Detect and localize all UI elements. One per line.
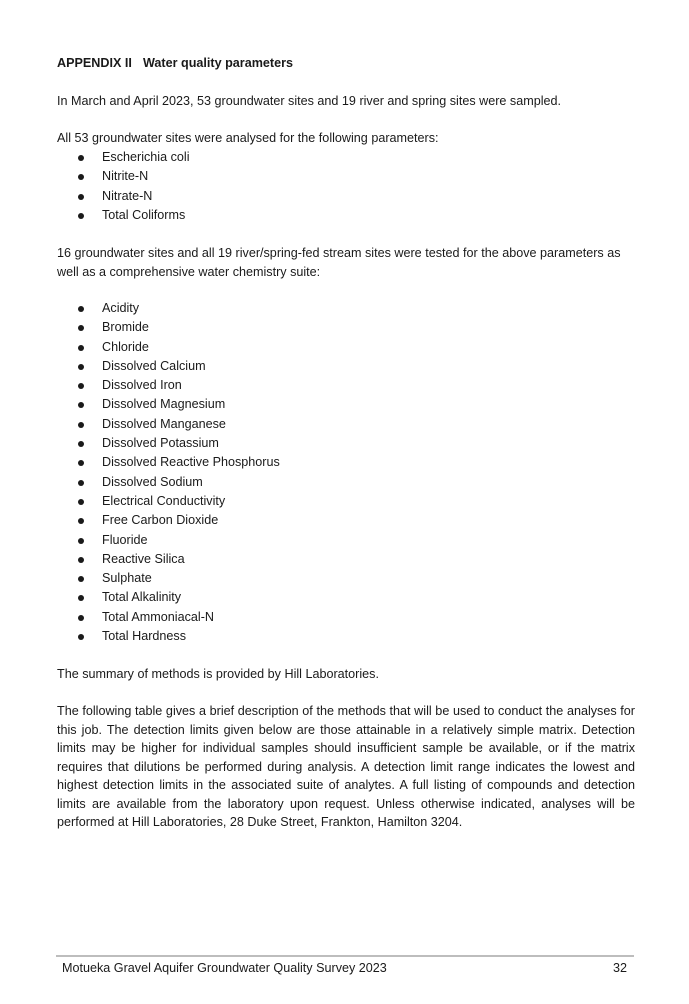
bullet-icon <box>78 345 84 351</box>
bullet-icon <box>78 155 84 161</box>
bullet-icon <box>78 518 84 524</box>
bullet-icon <box>78 499 84 505</box>
bullet-icon <box>78 383 84 389</box>
list-item: Chloride <box>57 338 280 357</box>
bullet-icon <box>78 480 84 486</box>
appendix-label: APPENDIX II <box>57 56 132 70</box>
bullet-icon <box>78 213 84 219</box>
bullet-icon <box>78 306 84 312</box>
methods-note: The summary of methods is provided by Hill Laboratories. <box>57 667 379 681</box>
list-item: Dissolved Sodium <box>57 473 280 492</box>
list-item: Acidity <box>57 299 280 318</box>
bullet-icon <box>78 174 84 180</box>
list-item: Dissolved Reactive Phosphorus <box>57 453 280 472</box>
list-item: Total Ammoniacal-N <box>57 608 280 627</box>
bullet-icon <box>78 325 84 331</box>
bullet-icon <box>78 402 84 408</box>
bullet-icon <box>78 364 84 370</box>
list-item: Electrical Conductivity <box>57 492 280 511</box>
list-item: Nitrite-N <box>57 167 190 186</box>
bullet-icon <box>78 615 84 621</box>
groundwater-parameter-list <box>57 148 190 225</box>
bullet-icon <box>78 194 84 200</box>
bullet-icon <box>78 441 84 447</box>
bullet-icon <box>78 595 84 601</box>
list-item: Free Carbon Dioxide <box>57 511 280 530</box>
methods-description: The following table gives a brief description of the methods that will be used to conduct the analyses for this job. The detection limits given below are those attainable in a relatively simple matrix. Detection limits may be higher for individual samples should insufficient sample be available, or if the matrix requires that dilutions be performed during analysis. A detection limit range indicates the lowest and highest detection limits in the associated suite of analytes. A full listing of compounds and detection limits are available from the laboratory upon request. Unless otherwise indicated, analyses will be performed at Hill Laboratories, 28 Duke Street, Frankton, Hamilton 3204. <box>57 704 635 829</box>
appendix-title: Water quality parameters <box>143 56 294 70</box>
list-item: Dissolved Magnesium <box>57 395 280 414</box>
bullet-icon <box>78 557 84 563</box>
appendix-heading <box>57 56 293 70</box>
page-number: 32 <box>612 961 627 975</box>
groundwater-intro: All 53 groundwater sites were analysed for the following parameters: <box>57 131 439 145</box>
bullet-icon <box>78 634 84 640</box>
footer-divider <box>56 955 634 957</box>
suite-intro: 16 groundwater sites and all 19 river/spring-fed stream sites were tested for the above parameters as well as a comprehensive water chemistry suite: <box>57 246 621 279</box>
list-item: Dissolved Iron <box>57 376 280 395</box>
list-item: Reactive Silica <box>57 550 280 569</box>
list-item: Nitrate-N <box>57 187 190 206</box>
list-item: Dissolved Potassium <box>57 434 280 453</box>
list-item: Total Coliforms <box>57 206 190 225</box>
bullet-icon <box>78 538 84 544</box>
list-item: Dissolved Calcium <box>57 357 280 376</box>
list-item: Dissolved Manganese <box>57 415 280 434</box>
list-item: Sulphate <box>57 569 280 588</box>
suite-parameter-list <box>57 299 280 646</box>
bullet-icon <box>78 460 84 466</box>
bullet-icon <box>78 576 84 582</box>
list-item: Bromide <box>57 318 280 337</box>
list-item: Escherichia coli <box>57 148 190 167</box>
list-item: Total Hardness <box>57 627 280 646</box>
bullet-icon <box>78 422 84 428</box>
footer-title: Motueka Gravel Aquifer Groundwater Quality Survey 2023 <box>62 961 387 975</box>
intro-paragraph: In March and April 2023, 53 groundwater sites and 19 river and spring sites were sampled. <box>57 94 562 108</box>
list-item: Fluoride <box>57 531 280 550</box>
list-item: Total Alkalinity <box>57 588 280 607</box>
